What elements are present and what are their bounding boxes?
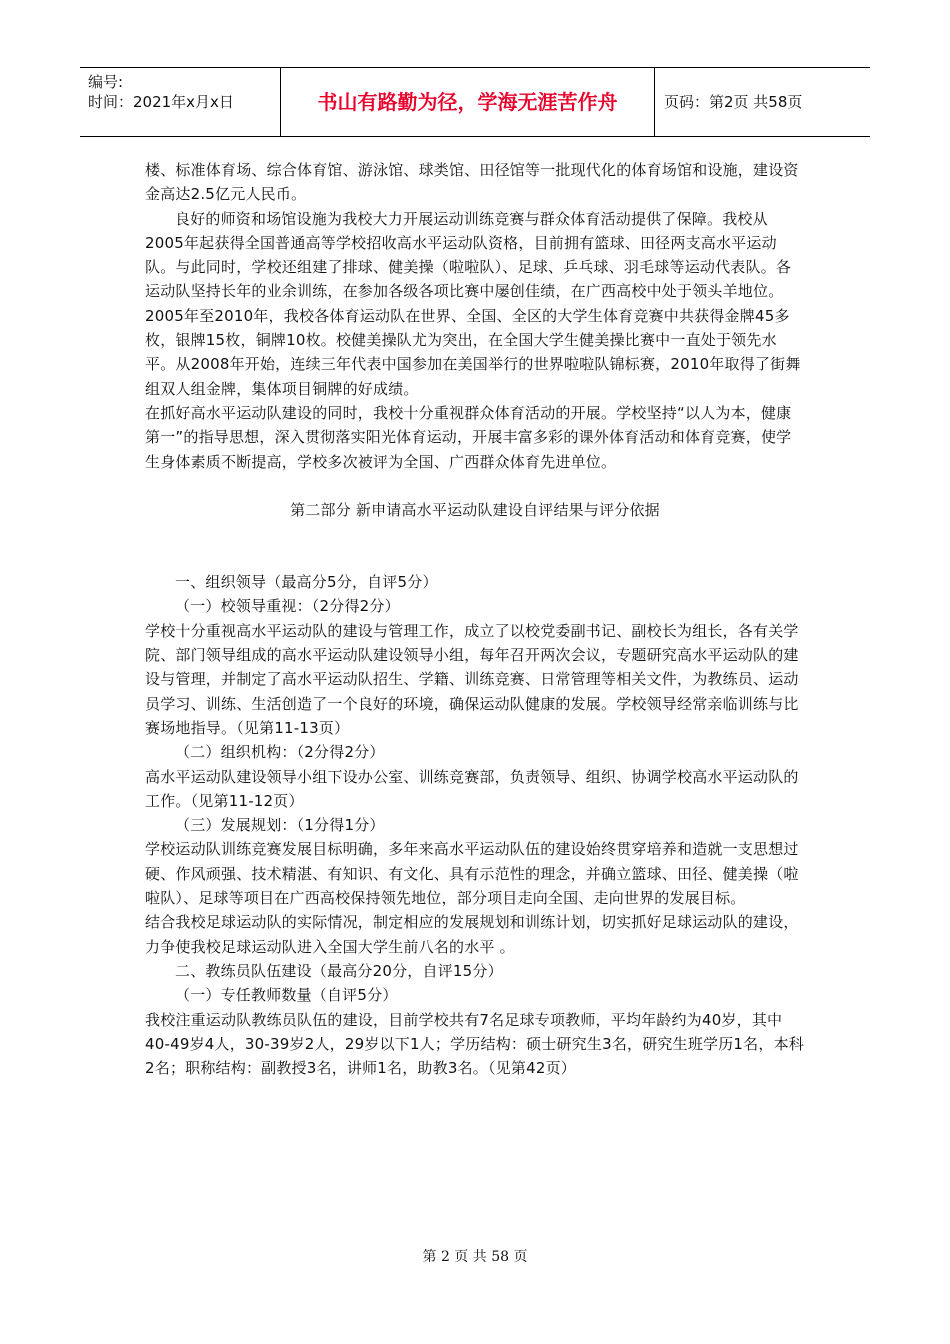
heading-organization: 一、组织领导（最高分5分，自评5分） [175,573,438,592]
header-motto: 书山有路勤为径，学海无涯苦作舟 [281,68,655,136]
paragraph-leadership: 学校十分重视高水平运动队的建设与管理工作，成立了以校党委副书记、副校长为组长，各有关学院、部门领导组成的高水平运动队建设领导小组，每年召开两次会议，专题研究高水平运动队的建设与管理，并制定了高水平运动队招生、学籍、训练竞赛、日常管理等相关文件，为教练员、运动员学习、训练、生活创造了一个良好的环境，确保运动队健康的发展。学校领导经常亲临训练与比赛场地指导。（见第11-13页） [145,621,799,737]
header-page-info: 页码：第2页 共58页 [664,93,803,111]
paragraph-teams: 良好的师资和场馆设施为我校大力开展运动训练竞赛与群众体育活动提供了保障。我校从2005年起获得全国普通高等学校招收高水平运动队资格，目前拥有篮球、田径两支高水平运动队。与此同时，学校还组建了排球、健美操（啦啦队）、足球、乒乓球、羽毛球等运动代表队。各运动队坚持长年的业余训练，在参加各级各项比赛中屡创佳绩，在广西高校中处于领头羊地位。2005年至2010年，我校各体育运动队在世界、全国、全区的大学生体育竞赛中共获得金牌45多枚，银牌15枚，铜牌10枚。校健美操队尤为突出，在全国大学生健美操比赛中一直处于领先水平。从2008年开始，连续三年代表中国参加在美国举行的世界啦啦队锦标赛，2010年取得了街舞组双人组金牌，集体项目铜牌的好成绩。 [145,209,801,398]
paragraph-structure: 高水平运动队建设领导小组下设办公室、训练竞赛部，负责领导、组织、协调学校高水平运动队的工作。（见第11-12页） [145,767,799,810]
subheading-teacher-count: （一）专任教师数量（自评5分） [175,986,398,1005]
page-footer: 第 2 页 共 58 页 [422,1249,528,1265]
paragraph-planning: 学校运动队训练竞赛发展目标明确，多年来高水平运动队伍的建设始终贯穿培养和造就一支思想过硬、作风顽强、技术精湛、有知识、有文化、具有示范性的理念，并确立篮球、田径、健美操（啦啦队）、足球等项目在广西高校保持领先地位，部分项目走向全国、走向世界的发展目标。 [145,840,799,908]
document-body [145,158,805,1080]
paragraph-football-plan: 结合我校足球运动队的实际情况，制定相应的发展规划和训练计划，切实抓好足球运动队的建设，力争使我校足球运动队进入全国大学生前八名的水平 。 [145,913,799,956]
subheading-planning: （三）发展规划：（1分得1分） [175,816,385,835]
paragraph-facilities: 楼、标准体育场、综合体育馆、游泳馆、球类馆、田径馆等一批现代化的体育场馆和设施，建设资金高达2.5亿元人民币。 [145,161,799,204]
paragraph-teacher-count: 我校注重运动队教练员队伍的建设，目前学校共有7名足球专项教师，平均年龄约为40岁，其中40-49岁4人，30-39岁2人，29岁以下1人；学历结构：硕士研究生3名，研究生班学历1名，本科2名；职称结构：副教授3名，讲师1名，助教3名。（见第42页） [145,1010,804,1078]
document-number-label: 编号: [88,73,124,91]
heading-coaches: 二、教练员队伍建设（最高分20分，自评15分） [175,961,503,980]
paragraph-mass-sports: 在抓好高水平运动队建设的同时，我校十分重视群众体育活动的开展。学校坚持“以人为本，健康第一”的指导思想，深入贯彻落实阳光体育运动，开展丰富多彩的课外体育活动和体育竞赛，使学生身体素质不断提高，学校多次被评为全国、广西群众体育先进单位。 [145,403,792,471]
page-header [80,67,870,137]
document-date-label: 时间：2021年x月x日 [88,93,234,111]
subheading-structure: （二）组织机构：（2分得2分） [175,743,385,762]
header-left-cell [80,68,281,136]
section-title: 第二部分 新申请高水平运动队建设自评结果与评分依据 [290,500,660,519]
subheading-leadership: （一）校领导重视：（2分得2分） [175,597,400,616]
